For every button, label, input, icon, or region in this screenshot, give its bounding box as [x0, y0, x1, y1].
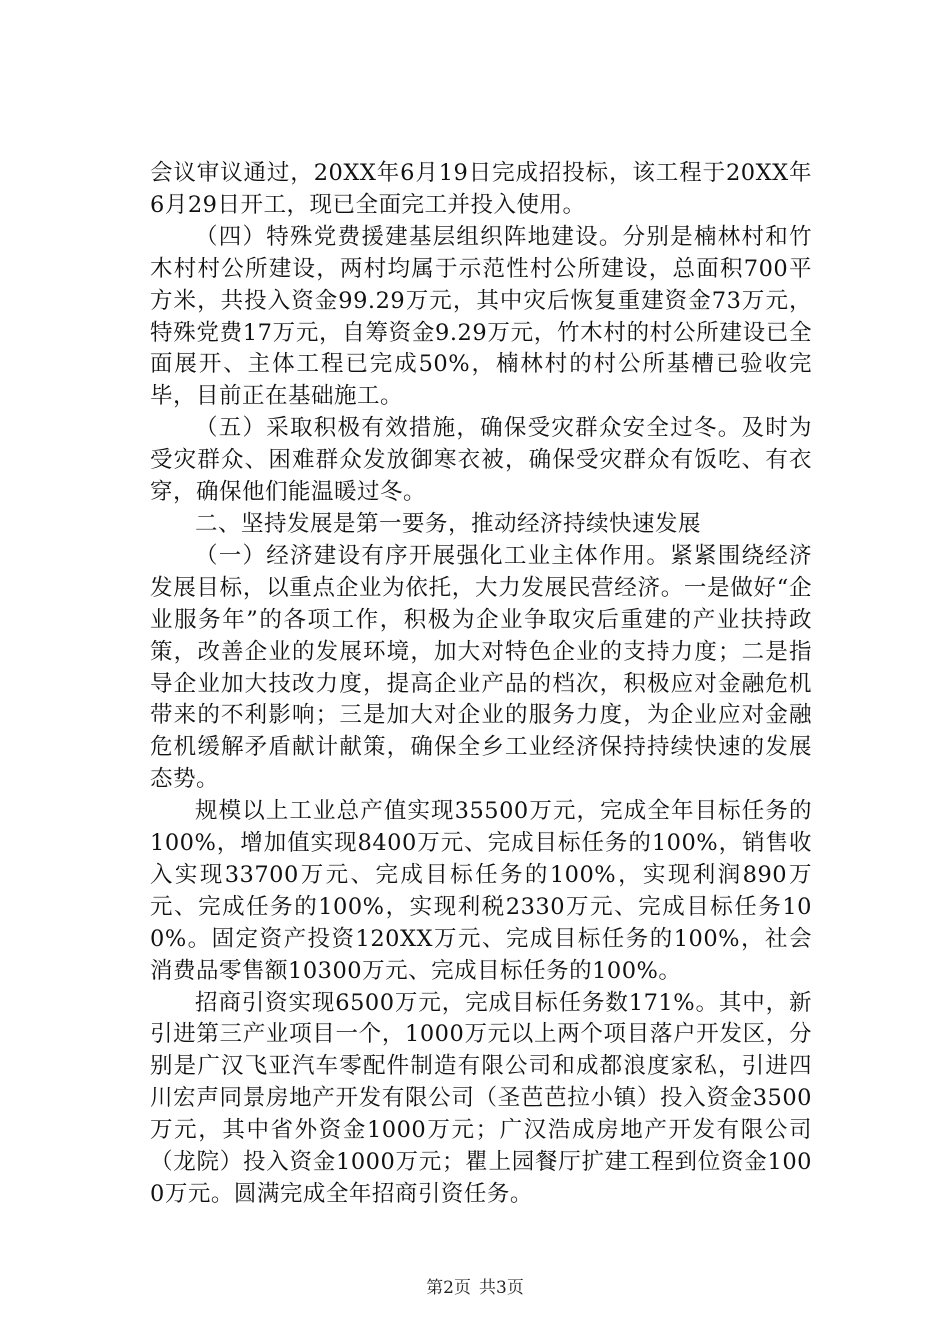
document-body: [150, 158, 812, 1211]
page-footer: [0, 1277, 950, 1299]
paragraph-6: 规模以上工业总产值实现35500万元，完成全年目标任务的100%，增加值实现8400万元、完成目标任务的100%，销售收入实现33700万元、完成目标任务的100%，实现利润890万元、完成任务的100%，实现利税2330万元、完成目标任务100%。固定资产投资120XX万元、完成目标任务的100%，社会消费品零售额10300万元、完成目标任务的100%。: [150, 798, 812, 984]
page-number: 第2页: [426, 1278, 471, 1298]
paragraph-7: 招商引资实现6500万元，完成目标任务数171%。其中，新引进第三产业项目一个，1000万元以上两个项目落户开发区，分别是广汉飞亚汽车零配件制造有限公司和成都浪度家私，引进四川宏声同景房地产开发有限公司（圣芭芭拉小镇）投入资金3500万元，其中省外资金1000万元；广汉浩成房地产开发有限公司（龙院）投入资金1000万元；瞿上园餐厅扩建工程到位资金1000万元。圆满完成全年招商引资任务。: [150, 989, 812, 1207]
paragraph-3: （五）采取积极有效措施，确保受灾群众安全过冬。及时为受灾群众、困难群众发放御寒衣被，确保受灾群众有饭吃、有衣穿，确保他们能温暖过冬。: [150, 415, 812, 506]
section-heading: 二、坚持发展是第一要务，推动经济持续快速发展: [195, 510, 702, 537]
paragraph-1: 会议审议通过，20XX年6月19日完成招投标，该工程于20XX年6月29日开工，现已全面完工并投入使用。: [150, 160, 812, 218]
page-total: 共3页: [479, 1278, 524, 1298]
paragraph-2: （四）特殊党费援建基层组织阵地建设。分别是楠林村和竹木村村公所建设，两村均属于示范性村公所建设，总面积700平方米，共投入资金99.29万元，其中灾后恢复重建资金73万元，特殊党费17万元，自筹资金9.29万元，竹木村的村公所建设已全面展开、主体工程已完成50%，楠林村的村公所基槽已验收完毕，目前正在基础施工。: [150, 223, 812, 410]
paragraph-5: （一）经济建设有序开展强化工业主体作用。紧紧围绕经济发展目标，以重点企业为依托，大力发展民营经济。一是做好“企业服务年”的各项工作，积极为企业争取灾后重建的产业扶持政策，改善企业的发展环境，加大对特色企业的支持力度；二是指导企业加大技改力度，提高企业产品的档次，积极应对金融危机带来的不利影响；三是加大对企业的服务力度，为企业应对金融危机缓解矛盾献计献策，确保全乡工业经济保持持续快速的发展态势。: [150, 542, 812, 793]
